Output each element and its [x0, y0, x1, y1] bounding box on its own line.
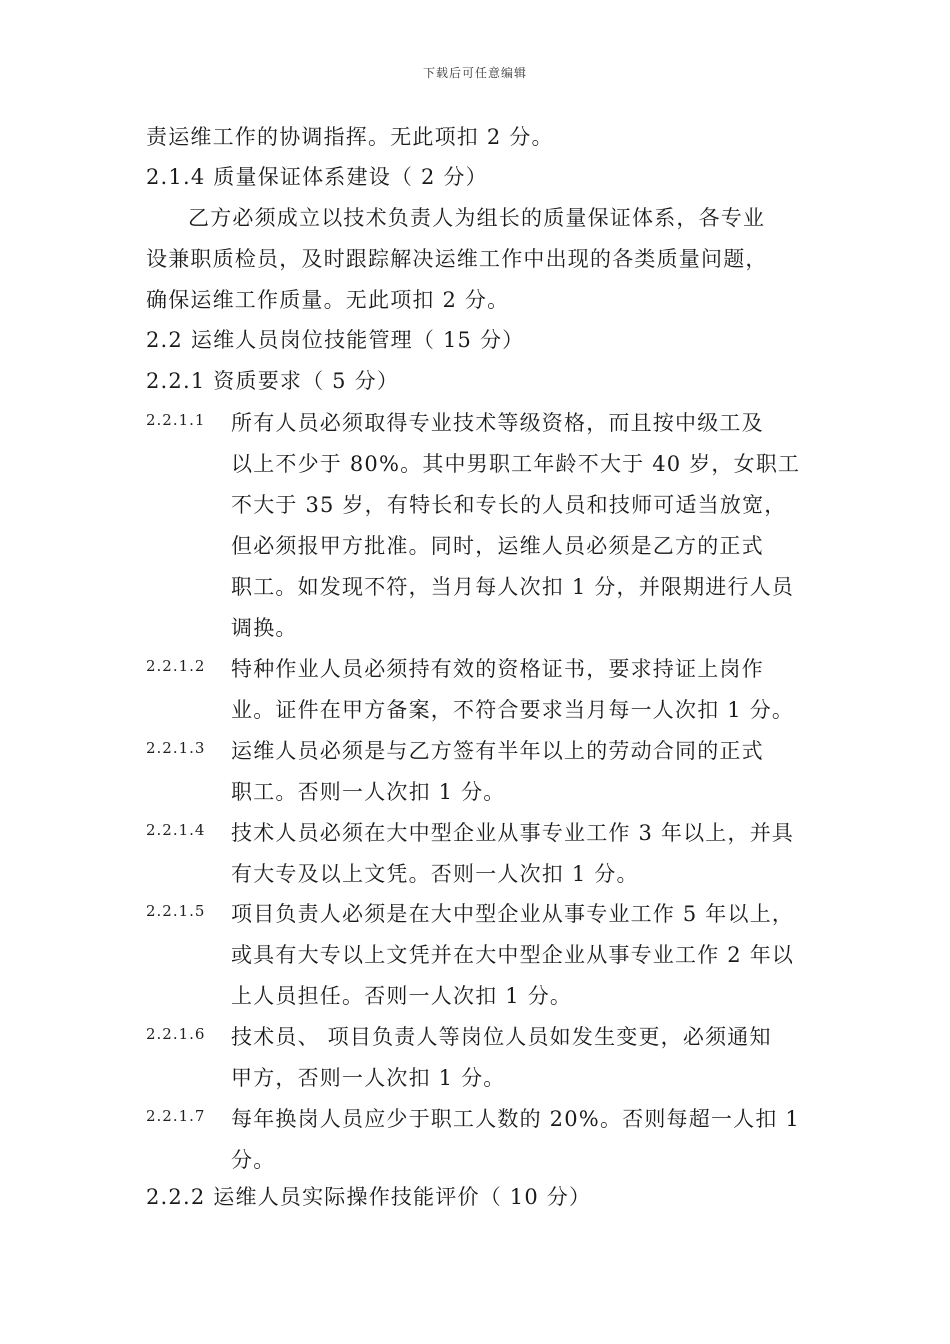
- item-line: 不大于 35 岁，有特长和专长的人员和技师可适当放宽，: [231, 493, 787, 517]
- section-heading-2-2: 2.2 运维人员岗位技能管理（ 15 分）: [146, 328, 525, 352]
- item-line: 甲方，否则一人次扣 1 分。: [231, 1066, 506, 1090]
- item-number: 2.2.1.5: [146, 902, 206, 920]
- item-line: 上人员担任。否则一人次扣 1 分。: [231, 984, 573, 1008]
- item-number: 2.2.1.4: [146, 821, 206, 839]
- paragraph-line: 责运维工作的协调指挥。无此项扣 2 分。: [146, 125, 554, 149]
- item-text: [231, 403, 811, 649]
- paragraph-line: 乙方必须成立以技术负责人为组长的质量保证体系，各专业: [188, 206, 766, 230]
- paragraph-line: 确保运维工作质量。无此项扣 2 分。: [146, 288, 510, 312]
- item-number: 2.2.1.3: [146, 739, 206, 757]
- item-line: 特种作业人员必须持有效的资格证书，要求持证上岗作: [231, 657, 764, 681]
- item-number: 2.2.1.7: [146, 1107, 206, 1125]
- item-line: 每年换岗人员应少于职工人数的 20%。否则每超一人扣 1: [231, 1107, 800, 1131]
- item-line: 职工。否则一人次扣 1 分。: [231, 780, 506, 804]
- item-line: 运维人员必须是与乙方签有半年以上的劳动合同的正式: [231, 739, 764, 763]
- item-line: 项目负责人必须是在大中型企业从事专业工作 5 年以上，: [231, 902, 795, 926]
- item-text: [231, 731, 811, 813]
- item-line: 分。: [231, 1148, 276, 1172]
- section-heading-2-2-2: 2.2.2 运维人员实际操作技能评价（ 10 分）: [146, 1185, 592, 1209]
- item-line: 所有人员必须取得专业技术等级资格，而且按中级工及: [231, 411, 764, 435]
- item-number: 2.2.1.6: [146, 1025, 206, 1043]
- item-text: [231, 894, 811, 1017]
- item-line: 调换。: [231, 616, 298, 640]
- item-text: [231, 813, 811, 895]
- section-heading-2-1-4: 2.1.4 质量保证体系建设（ 2 分）: [146, 165, 488, 189]
- item-text: [231, 1017, 811, 1099]
- item-line: 职工。如发现不符，当月每人次扣 1 分，并限期进行人员: [231, 575, 795, 599]
- item-line: 但必须报甲方批准。同时，运维人员必须是乙方的正式: [231, 534, 764, 558]
- section-heading-2-2-1: 2.2.1 资质要求（ 5 分）: [146, 369, 400, 393]
- item-text: [231, 649, 811, 731]
- item-line: 以上不少于 80%。其中男职工年龄不大于 40 岁，女职工: [231, 452, 801, 476]
- item-number: 2.2.1.1: [146, 411, 206, 429]
- item-line: 技术员、 项目负责人等岗位人员如发生变更，必须通知: [231, 1025, 772, 1049]
- item-line: 业。证件在甲方备案，不符合要求当月每一人次扣 1 分。: [231, 698, 795, 722]
- item-line: 有大专及以上文凭。否则一人次扣 1 分。: [231, 862, 639, 886]
- item-line: 或具有大专以上文凭并在大中型企业从事专业工作 2 年以: [231, 943, 795, 967]
- paragraph-line: 设兼职质检员，及时跟踪解决运维工作中出现的各类质量问题，: [146, 247, 768, 271]
- item-number: 2.2.1.2: [146, 657, 206, 675]
- item-line: 技术人员必须在大中型企业从事专业工作 3 年以上，并具: [231, 821, 795, 845]
- page-header: 下载后可任意编辑: [422, 66, 527, 80]
- item-text: [231, 1099, 811, 1181]
